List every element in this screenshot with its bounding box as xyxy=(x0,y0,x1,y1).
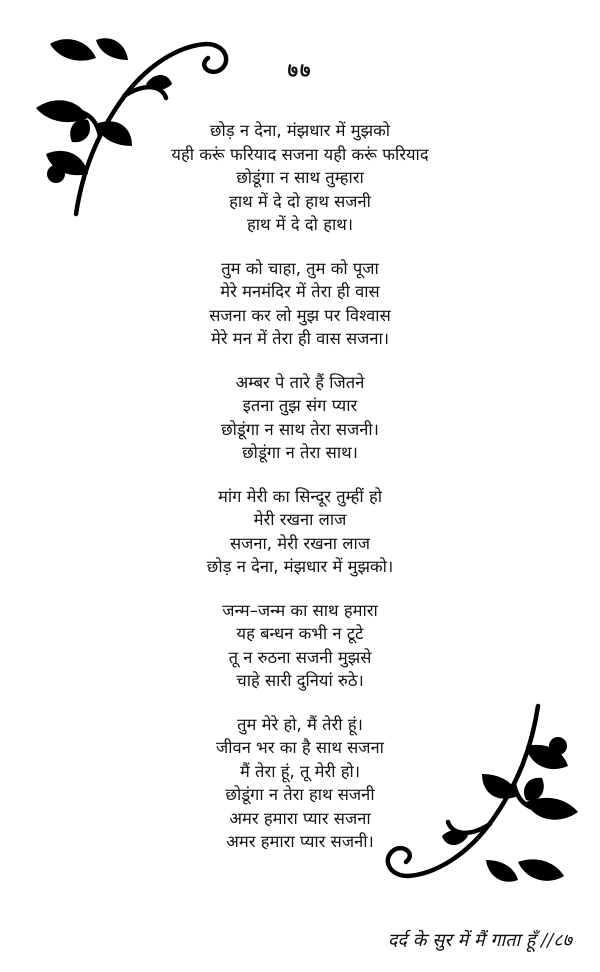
poem-line: छोडूंगा न तेरा साथ। xyxy=(242,443,358,462)
poem-text xyxy=(120,119,480,874)
poem-line: छोड़ न देना, मंझधार में मुझको। xyxy=(206,557,394,576)
poem-line: तुम मेरे हो, मैं तेरी हूं। xyxy=(237,714,363,734)
stanza-3 xyxy=(120,371,480,465)
poem-line: अमर हमारा प्यार सजनी। xyxy=(226,832,374,851)
poem-line: अमर हमारा प्यार सजना xyxy=(229,808,371,828)
poem-line: मेरे मन में तेरा ही वास सजना। xyxy=(210,329,390,348)
poem-line: सजना, मेरी रखना लाज xyxy=(229,533,371,553)
poem-line: इतना तुझ संग प्यार xyxy=(242,396,358,415)
running-footer: दर्द के सुर में मैं गाता हूँ //८७ xyxy=(387,930,572,951)
stanza-1 xyxy=(120,119,480,237)
stanza-4 xyxy=(120,485,480,579)
poem-line: अम्बर पे तारे हैं जितने xyxy=(235,372,365,392)
poem-line: मांग मेरी का सिन्दूर तुम्हीं हो xyxy=(218,486,382,506)
poem-line: सजना कर लो मुझ पर विश्वास xyxy=(209,305,391,325)
poem-line: मेरे मनमंदिर में तेरा ही वास xyxy=(220,282,380,301)
poem-line: जन्म–जन्म का साथ हमारा xyxy=(222,600,378,620)
stanza-6 xyxy=(120,713,480,854)
poem-line: हाथ में दे दो हाथ। xyxy=(246,215,354,234)
poem-line: छोडूंगा न तेरा हाथ सजनी xyxy=(225,785,375,804)
poem-line: तुम को चाहा, तुम को पूजा xyxy=(221,258,379,278)
poem-line: मेरी रखना लाज xyxy=(253,510,347,529)
page-number: ७७ xyxy=(287,58,313,82)
poem-line: तू न रुठना सजनी मुझसे xyxy=(228,647,372,667)
poem-line: छोड़ न देना, मंझधार में मुझको xyxy=(209,121,391,140)
poem-line: छोडूंगा न साथ तेरा सजनी। xyxy=(221,419,379,439)
poem-line: चाहे सारी दुनियां रुठे। xyxy=(236,671,364,690)
poem-line: यही करूं फरियाद सजना यही करूं फरियाद xyxy=(171,144,429,164)
poem-line: जीवन भर का है साथ सजना xyxy=(216,738,384,757)
stanza-2 xyxy=(120,257,480,351)
poem-line: हाथ में दे दो हाथ सजनी xyxy=(229,191,371,211)
poem-line: मैं तेरा हूं, तू मेरी हो। xyxy=(239,761,361,781)
stanza-5 xyxy=(120,599,480,693)
poem-line: यह बन्धन कभी न टूटे xyxy=(236,624,364,643)
poem-line: छोडूंगा न साथ तुम्हारा xyxy=(236,168,364,187)
